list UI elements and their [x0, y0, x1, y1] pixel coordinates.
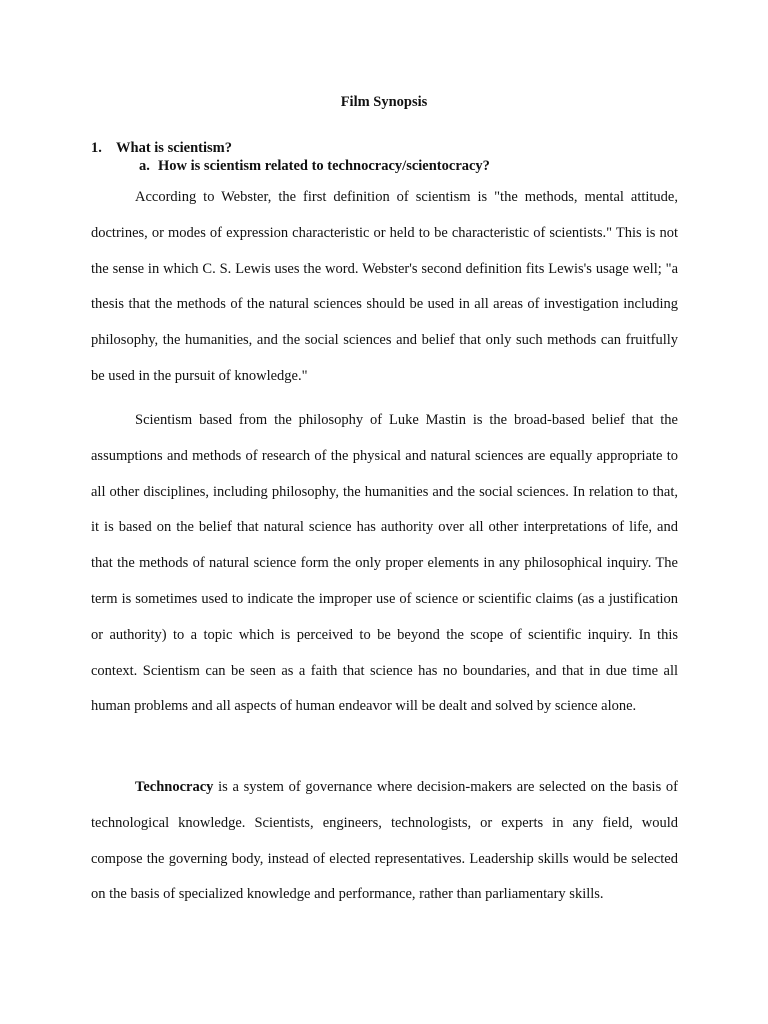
question-heading — [91, 139, 232, 157]
paragraph-3-text: is a system of governance where decision-makers are selected on the basis of technological knowledge. Scientists, engineers, technologists, or experts in any field, would compose the governing body, instead of elected representatives. Leadership skills would be selected on the basis of specialized knowledge and performance, rather than parliamentary skills. — [91, 779, 678, 903]
subquestion-heading — [139, 157, 490, 175]
paragraph-technocracy — [91, 770, 678, 913]
question-text: What is scientism? — [116, 140, 232, 156]
paragraph-mastin-scientism — [91, 403, 678, 725]
question-number: 1. — [91, 140, 102, 156]
paragraph-2-text: Scientism based from the philosophy of Luke Mastin is the broad-based belief that the assumptions and methods of research of the physical and natural sciences are equally appropriate to all other disciplines, including philosophy, the humanities and the social sciences. In relation to that, it is based on the belief that natural science has authority over all other interpretations of life, and that the methods of natural science form the only proper elements in any philosophical inquiry. The term is sometimes used to indicate the improper use of science or scientific claims (as a justification or authority) to a topic which is perceived to be beyond the scope of scientific inquiry. In this context. Scientism can be seen as a faith that science has no boundaries, and that in due time all human problems and all aspects of human endeavor will be dealt and solved by science alone. — [91, 412, 678, 715]
paragraph-webster-definition — [91, 180, 678, 395]
document-title: Film Synopsis — [340, 94, 428, 110]
subquestion-text: How is scientism related to technocracy/scientocracy? — [158, 158, 490, 174]
subquestion-letter: a. — [139, 158, 150, 174]
paragraph-1-text: According to Webster, the first definition of scientism is "the methods, mental attitude, doctrines, or modes of expression characteristic or held to be characteristic of scientists." This is not the sense in which C. S. Lewis uses the word. Webster's second definition fits Lewis's usage well; "a thesis that the methods of the natural sciences should be used in all areas of investigation including philosophy, the humanities, and the social sciences and belief that only such methods can fruitfully be used in the pursuit of knowledge." — [91, 189, 678, 384]
technocracy-term: Technocracy — [135, 779, 214, 795]
